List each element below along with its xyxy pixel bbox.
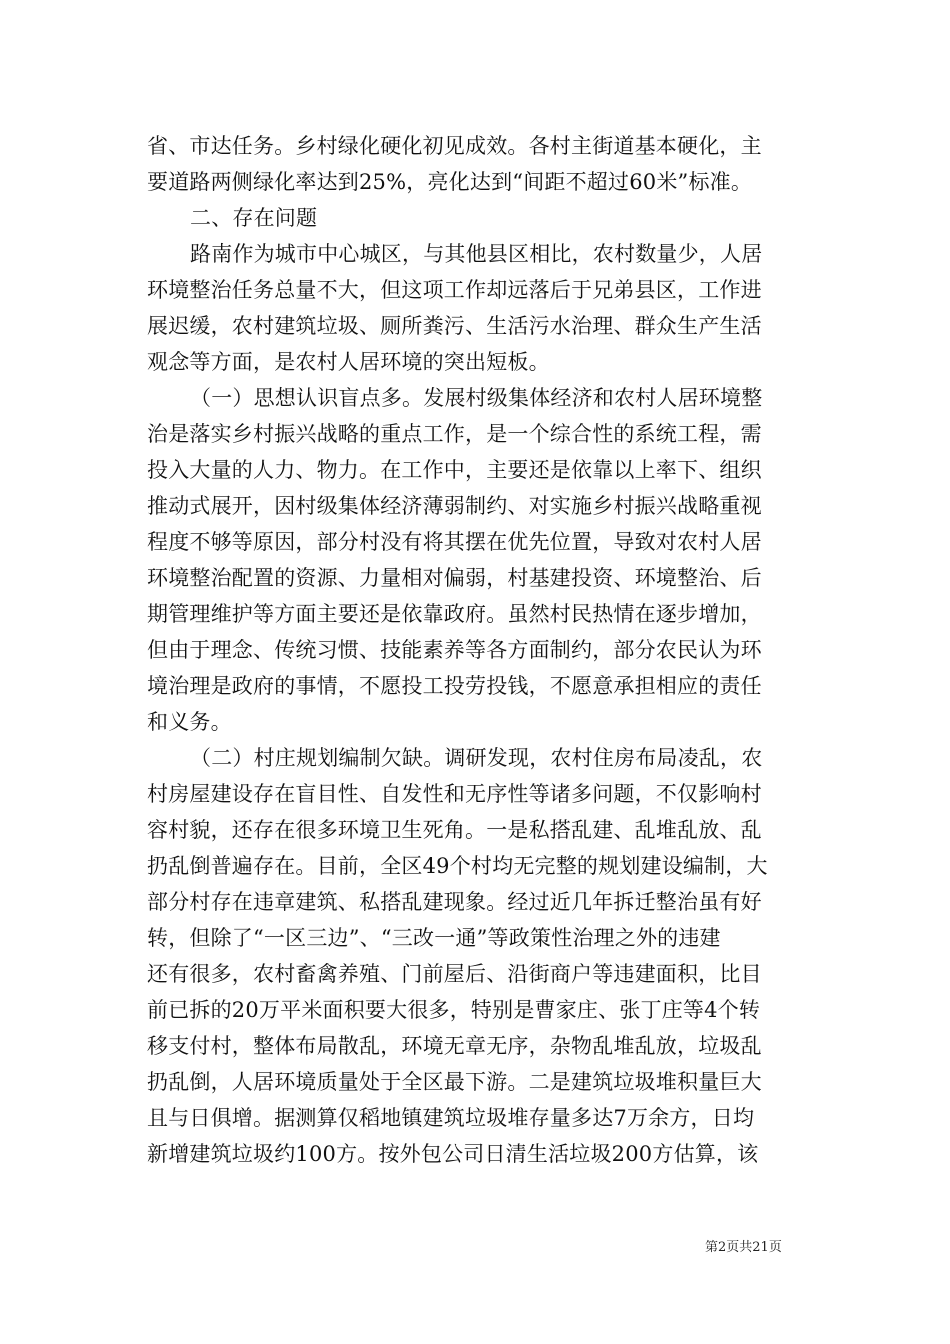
text-line: 境治理是政府的事情，不愿投工投劳投钱，不愿意承担相应的责任 <box>147 674 762 698</box>
text-line: 程度不够等原因，部分村没有将其摆在优先位置，导致对农村人居 <box>147 530 762 554</box>
text-line: 路南作为城市中心城区，与其他县区相比，农村数量少，人居 <box>190 242 763 266</box>
text-line: 和义务。 <box>147 710 232 734</box>
page-number: 第2页共21页 <box>705 1240 782 1255</box>
text-line: 但由于理念、传统习惯、技能素养等各方面制约，部分农民认为环 <box>147 638 762 662</box>
text-line: 部分村存在违章建筑、私搭乱建现象。经过近几年拆迁整治虽有好 <box>147 890 762 914</box>
text-line: 移支付村，整体布局散乱，环境无章无序，杂物乱堆乱放，垃圾乱 <box>147 1034 762 1058</box>
text-line: 展迟缓，农村建筑垃圾、厕所粪污、生活污水治理、群众生产生活 <box>147 314 762 338</box>
text-line: 容村貌，还存在很多环境卫生死角。一是私搭乱建、乱堆乱放、乱 <box>147 818 762 842</box>
text-line: 观念等方面，是农村人居环境的突出短板。 <box>147 350 550 374</box>
text-line: 扔乱倒普遍存在。目前，全区49个村均无完整的规划建设编制，大 <box>147 854 768 878</box>
text-line: 要道路两侧绿化率达到25%，亮化达到“间距不超过60米”标准。 <box>147 170 753 194</box>
text-line: 环境整治配置的资源、力量相对偏弱，村基建投资、环境整治、后 <box>147 566 762 590</box>
text-line: （一）思想认识盲点多。发展村级集体经济和农村人居环境整 <box>190 386 763 410</box>
text-line: 治是落实乡村振兴战略的重点工作，是一个综合性的系统工程，需 <box>147 422 762 446</box>
text-line: 环境整治任务总量不大，但这项工作却远落后于兄弟县区，工作进 <box>147 278 762 302</box>
text-line: 转，但除了“一区三边”、“三改一通”等政策性治理之外的违建 <box>147 926 721 950</box>
text-line: 还有很多，农村畜禽养殖、门前屋后、沿街商户等违建面积，比目 <box>147 962 762 986</box>
text-line: 新增建筑垃圾约100方。按外包公司日清生活垃圾200方估算，该 <box>147 1142 759 1166</box>
text-line: 二、存在问题 <box>190 206 318 230</box>
text-line: 扔乱倒，人居环境质量处于全区最下游。二是建筑垃圾堆积量巨大 <box>147 1070 762 1094</box>
text-line: （二）村庄规划编制欠缺。调研发现，农村住房布局凌乱，农 <box>190 746 763 770</box>
text-line: 且与日俱增。据测算仅稻地镇建筑垃圾堆存量多达7万余方，日均 <box>147 1106 755 1130</box>
text-line: 村房屋建设存在盲目性、自发性和无序性等诸多问题，不仅影响村 <box>147 782 762 806</box>
text-line: 推动式展开，因村级集体经济薄弱制约、对实施乡村振兴战略重视 <box>147 494 762 518</box>
text-line: 前已拆的20万平米面积要大很多，特别是曹家庄、张丁庄等4个转 <box>147 998 761 1022</box>
text-line: 省、市达任务。乡村绿化硬化初见成效。各村主街道基本硬化，主 <box>147 134 762 158</box>
text-line: 期管理维护等方面主要还是依靠政府。虽然村民热情在逐步增加， <box>147 602 762 626</box>
text-line: 投入大量的人力、物力。在工作中，主要还是依靠以上率下、组织 <box>147 458 762 482</box>
